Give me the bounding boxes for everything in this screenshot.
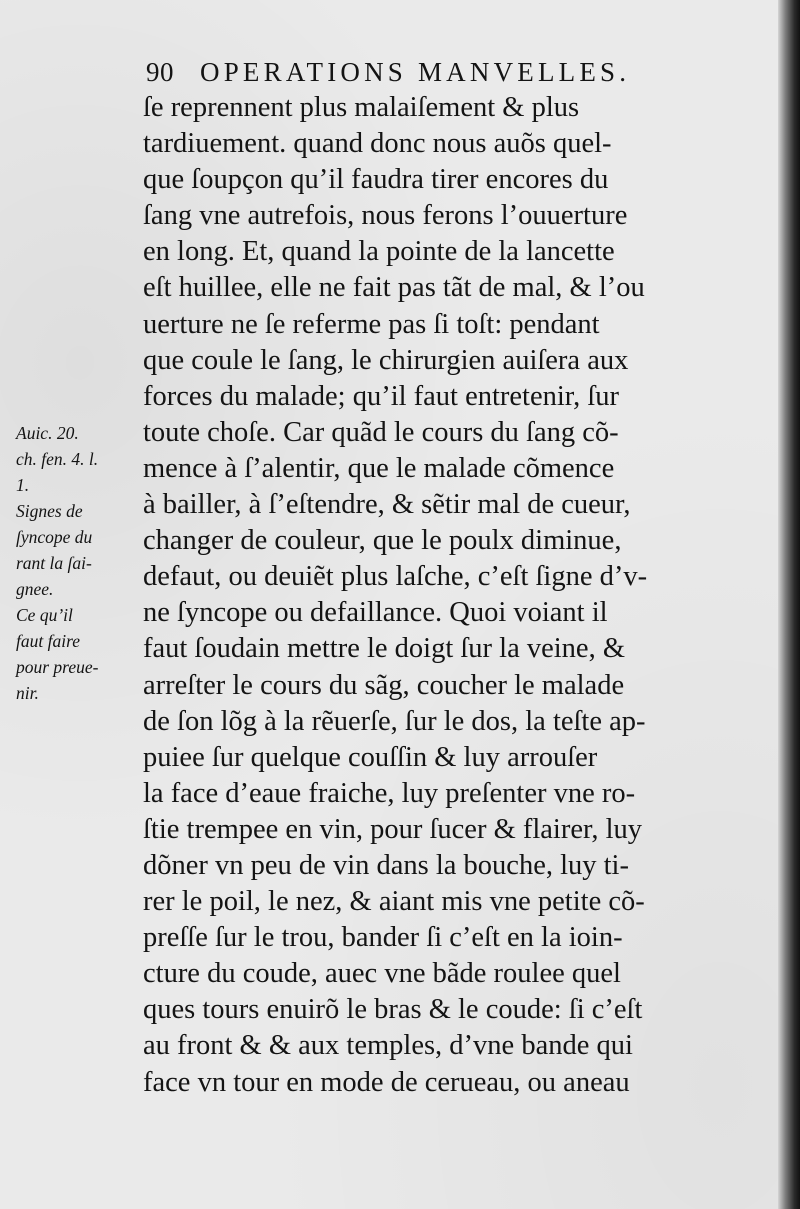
text-line: dõner vn peu de vin dans la bouche, luy ti- [143, 849, 629, 881]
running-head [146, 52, 706, 92]
text-line: changer de couleur, que le poulx diminue, [143, 525, 622, 557]
text-line: defaut, ou deuiẽt plus laſche, c’eſt ſigne d’v- [143, 561, 648, 593]
marginal-note-line: faut faire [16, 631, 81, 651]
main-text-block [143, 90, 743, 1101]
page-binding-edge [778, 0, 800, 1209]
page-number: 90 [146, 57, 174, 87]
marginal-note-line: ſyncope du [16, 527, 93, 547]
text-line: à bailler, à ſ’eſtendre, & sẽtir mal de cueur, [143, 489, 631, 521]
text-line: tardiuement. quand donc nous auõs quel- [143, 128, 612, 160]
text-line: ſtie trempee en vin, pour ſucer & flairer, luy [143, 813, 643, 845]
text-line: faut ſoudain mettre le doigt ſur la veine, & [143, 633, 625, 665]
show-through-from-reverse [40, 150, 135, 390]
marginal-note-line: pour preue- [16, 657, 99, 677]
text-line: mence à ſ’alentir, que le malade cõmence [143, 452, 615, 484]
text-line: au front & & aux temples, d’vne bande qui [143, 1030, 633, 1062]
marginal-notes [16, 420, 138, 706]
marginal-note-line: Signes de [16, 501, 83, 521]
text-line: arreſter le cours du sãg, coucher le malade [143, 669, 625, 701]
text-line: uerture ne ſe referme pas ſi toſt: pendant [143, 308, 600, 340]
text-line: en long. Et, quand la pointe de la lancette [143, 236, 615, 268]
text-line: puiee ſur quelque couſſin & luy arrouſer [143, 741, 598, 773]
marginal-note-line: Auic. 20. [16, 423, 79, 443]
running-title: OPERATIONS MANVELLES. [200, 57, 631, 87]
text-line: toute choſe. Car quãd le cours du ſang cõ- [143, 416, 619, 448]
text-line: que coule le ſang, le chirurgien auiſera aux [143, 344, 629, 376]
text-line: preſſe ſur le trou, bander ſi c’eſt en la ioin- [143, 922, 623, 954]
text-line: ſang vne autrefois, nous ferons l’ouuerture [143, 200, 628, 232]
marginal-note-line: ch. fen. 4. l. [16, 449, 99, 469]
text-line: ques tours enuirõ le bras & le coude: ſi c’eſt [143, 994, 643, 1026]
marginal-note-line: nir. [16, 683, 39, 703]
marginal-note-line: gnee. [16, 579, 54, 599]
text-line: face vn tour en mode de cerueau, ou aneau [143, 1066, 630, 1098]
text-line: ne ſyncope ou defaillance. Quoi voiant il [143, 597, 608, 629]
text-line: eſt huillee, elle ne fait pas tãt de mal, & l’ou [143, 272, 645, 304]
marginal-note-line: rant la ſai- [16, 553, 92, 573]
text-line: ſe reprennent plus malaiſement & plus [143, 92, 580, 123]
text-line: que ſoupçon qu’il faudra tirer encores du [143, 164, 609, 196]
text-line: rer le poil, le nez, & aiant mis vne petite cõ- [143, 886, 645, 918]
text-line: cture du coude, auec vne bãde roulee quel [143, 958, 621, 990]
marginal-note-line: 1. [16, 475, 30, 495]
text-line: forces du malade; qu’il faut entretenir, ſur [143, 380, 620, 412]
text-line: la face d’eaue fraiche, luy preſenter vne ro- [143, 777, 636, 809]
text-line: de ſon lõg à la rẽuerſe, ſur le dos, la teſte ap- [143, 705, 646, 737]
marginal-note-line: Ce qu’il [16, 605, 73, 625]
